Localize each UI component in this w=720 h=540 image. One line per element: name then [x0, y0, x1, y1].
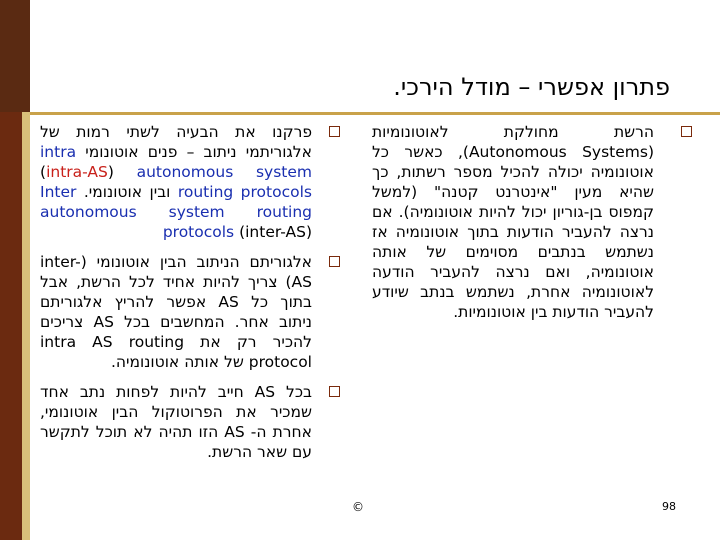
intra-term: intra autonomous system	[40, 143, 312, 181]
square-bullet-icon	[329, 256, 340, 267]
bullet-item	[40, 252, 312, 372]
copyright-mark: ©	[352, 500, 364, 514]
title-rule	[30, 112, 720, 115]
inter-term: Inter autonomous system routing protocols	[40, 183, 312, 241]
bullet-item	[372, 122, 654, 322]
bullet-text: ובין אוטונומי.	[83, 183, 171, 201]
paren-close: )	[107, 163, 114, 181]
bullet-item	[40, 122, 312, 242]
slide-title: פתרון אפשרי – מודל הירכי.	[393, 73, 670, 101]
intra-as-label: intra-AS	[46, 163, 108, 181]
bullet-text: אלגוריתם הניתוב הבין אוטונומי (inter-AS) צריך להיות אחיד לכל הרשת, אבל בתוך כל AS אפשר להריץ אלגוריתם ניתוב אחר. המחשבים בכל AS צריכים להכיר רק את intra AS routing protocol של אותה אוטונומיה.	[40, 253, 312, 371]
bullet-text: הרשת מחולקת לאוטונומיות (Autonomous Systems), כאשר כל אוטונומיה יכולה להכיל מספר רשתות, כך שהיא מעין "אינטרנט קטנה" (למשל קמפוס בן-גוריון יכול להיות אוטונומיה). אם נרצה להעביר הודעות בתוך אוטונומיה אז נשתמש בנתבים מסוימים של אותה אוטונומיה, ואם נרצה להעביר הודעה לאוטונומיה אחרת, נשתמש בנתב שיודע להעביר הודעות בין אוטונומיות.	[372, 123, 655, 321]
paren-open: (	[40, 163, 47, 181]
bullet-text: בכל AS חייב להיות לפחות נתב אחד שמכיר את הפרוטוקול הבין אוטונומי, אחרת ה- AS הזו תהיה לא תוכל לתקשר עם שאר הרשת.	[40, 383, 312, 461]
bullet-text: פרקנו את הבעיה לשתי רמות של אלגוריתמי ניתוב – פנים אוטונומי	[40, 123, 312, 161]
right-column	[372, 122, 654, 332]
routing-protocols-term: routing protocols	[177, 183, 312, 201]
left-column	[40, 122, 312, 472]
inter-as-label: (inter-AS)	[239, 223, 312, 241]
square-bullet-icon	[329, 126, 340, 137]
bullet-item	[40, 382, 312, 462]
square-bullet-icon	[329, 386, 340, 397]
top-bar-accent	[0, 0, 30, 112]
page-number: 98	[662, 500, 676, 513]
square-bullet-icon	[681, 126, 692, 137]
